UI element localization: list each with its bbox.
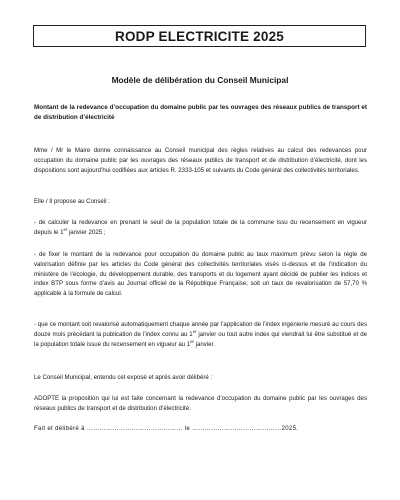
proposal-item-1	[34, 218, 367, 238]
proposal-item-2: - de fixer le montant de la redevance pour occupation du domaine public au taux maximum prévu selon la règle de valorisation définie par les articles du Code général des collectivités territoriales visés ci-dessus et de l’indication du ministère de l’écologie, du développement durable, des transports et du logement ayant décidé de publier les indices et index BTP sous forme d’avis au Journal officiel de la République Française, soit un taux de revalorisation de 57,70 % applicable à la formule de calcul.	[34, 251, 367, 298]
page-title: Modèle de délibération du Conseil Municipal	[111, 75, 289, 85]
signature-line: Fait et délibéré à ……………………………………… le ……………………………………2025.	[34, 425, 299, 432]
ordinal-suffix: er	[63, 226, 68, 232]
proposal-item-1-text: - de calculer la redevance en prenant le seuil de la population totale de la commune issu du recensement en vigueur depuis le 1	[34, 219, 367, 236]
ordinal-suffix: er	[190, 338, 194, 344]
council-paragraph: Le Conseil Municipal, entendu cet exposé et après avoir délibéré :	[34, 374, 213, 381]
intro-paragraph: Mme / Mr le Maire donne connaissance au Conseil municipal des règles relatives au calcul des redevances pour occupation du domaine public par les ouvrages des réseaux publics de transport et de distribution d’électricité, dont les dispositions sont aujourd’hui codifiées aux articles R. 2333-105 et suivants du Code général des collectivités territoriales.	[34, 147, 367, 174]
proposal-item-3-text-end: janvier.	[193, 340, 215, 348]
proposes-paragraph: Elle / Il propose au Conseil :	[34, 198, 110, 205]
ordinal-suffix: er	[192, 328, 197, 334]
subject-heading: Montant de la redevance d’occupation du domaine public par les ouvrages des réseaux publics de transport et de distribution d’électricité	[34, 104, 367, 121]
proposal-item-3-text-mid: janvier ou tout autre index qui viendrait lui être substitué et de la population totale issue du recensement en vigueur au 1	[34, 330, 367, 348]
proposal-item-1-text-end: janvier 2025 ;	[67, 228, 106, 236]
proposal-item-3-text: - que ce montant soit revalorisé automatiquement chaque année par l’application de l’index ingénierie mesuré au cours des douze mois précédant la publication de l’index connu au 1	[34, 321, 367, 338]
proposal-item-3	[34, 320, 367, 349]
document-header: RODP ELECTRICITE 2025	[33, 25, 366, 47]
adopte-paragraph: ADOPTE la proposition qui lui est faite concernant la redevance d’occupation du domaine public par les ouvrages des réseaux publics de transport et de distribution d’électricité.	[34, 395, 367, 412]
